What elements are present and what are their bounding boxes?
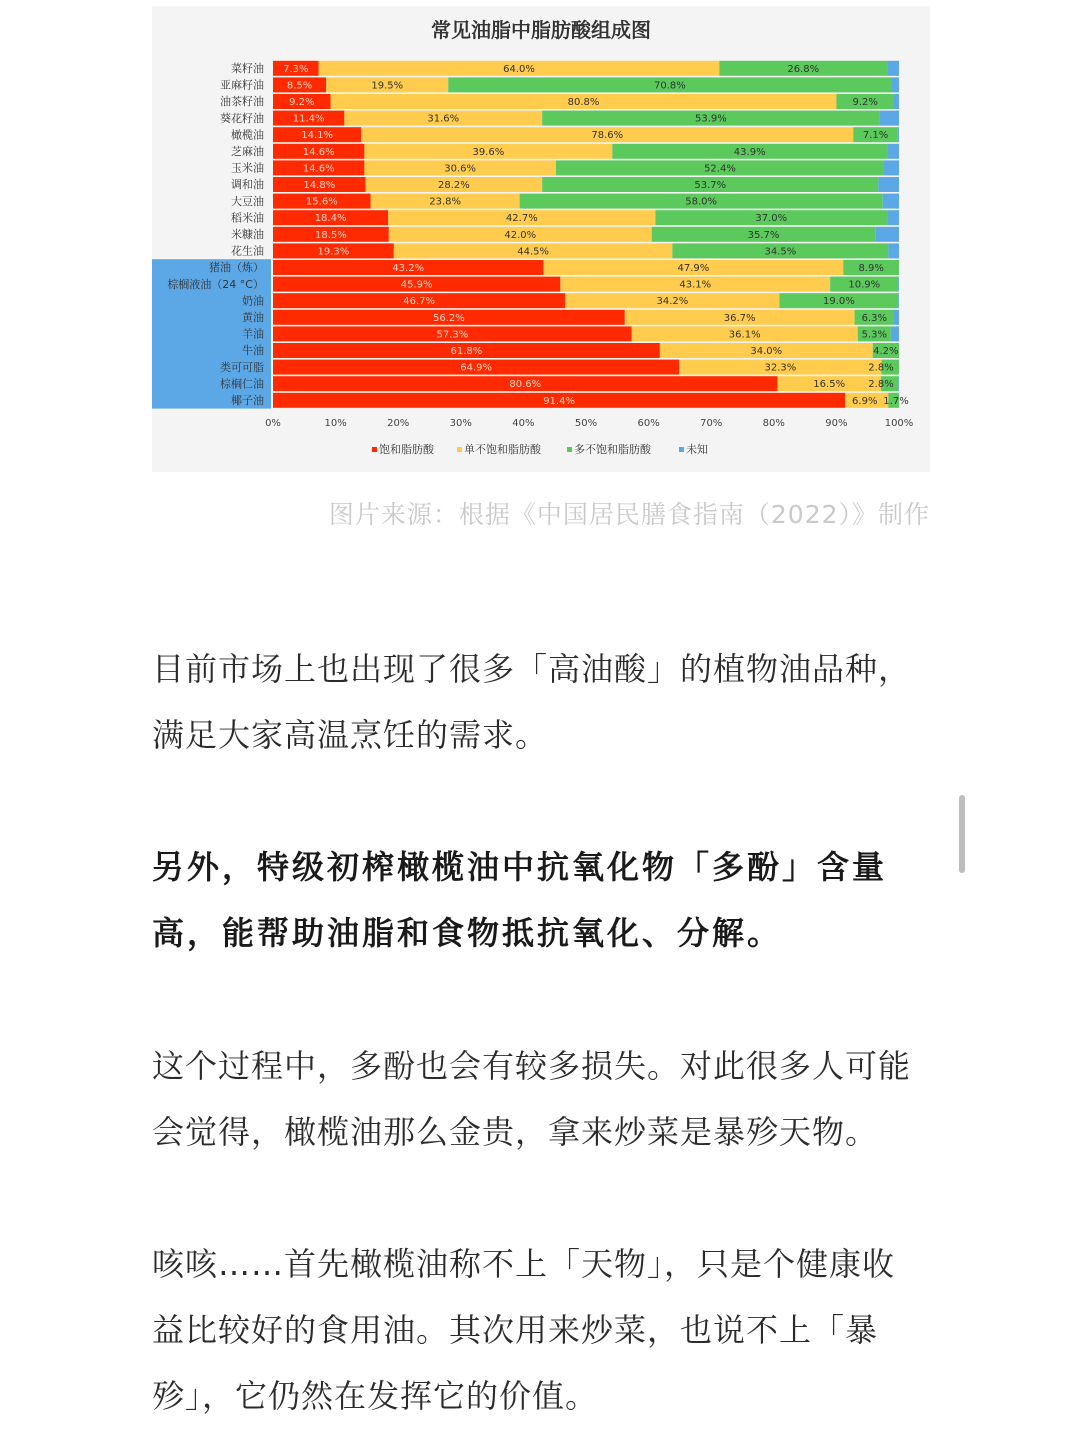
paragraph-2-line-1: 另外，特级初榨橄榄油中抗氧化物「多酚」含量 xyxy=(152,848,888,886)
data-label: 15.6% xyxy=(305,196,338,208)
category-label: 菜籽油 xyxy=(231,62,264,75)
data-label: 57.3% xyxy=(436,329,469,341)
category-label: 米糠油 xyxy=(231,228,264,241)
legend-swatch xyxy=(372,447,377,452)
legend-swatch xyxy=(567,447,572,452)
category-label: 棕榈仁油 xyxy=(220,377,264,391)
category-label: 葵花籽油 xyxy=(220,111,264,125)
x-tick-label: 30% xyxy=(449,418,472,429)
bar-segment xyxy=(888,243,899,258)
legend-label: 未知 xyxy=(686,443,708,456)
category-label: 猪油（炼） xyxy=(209,261,264,275)
data-label: 30.6% xyxy=(444,163,477,175)
category-label: 橄榄油 xyxy=(231,128,264,142)
data-label: 36.7% xyxy=(723,312,756,324)
data-label: 11.4% xyxy=(292,113,325,125)
bar-segment xyxy=(891,326,899,341)
data-label: 42.7% xyxy=(505,213,538,225)
data-label: 47.9% xyxy=(677,263,710,274)
bar-segment xyxy=(894,310,899,325)
category-label: 棕榈液油（24 °C） xyxy=(167,277,264,291)
data-label: 32.3% xyxy=(764,362,797,374)
bar-segment xyxy=(878,177,899,192)
category-label: 玉米油 xyxy=(231,161,264,175)
fatty-acid-chart xyxy=(152,6,930,472)
data-label: 36.1% xyxy=(728,329,761,341)
data-label: 5.3% xyxy=(861,329,887,341)
category-label: 芝麻油 xyxy=(231,145,264,158)
bar-segment xyxy=(884,160,899,175)
bar-segment xyxy=(891,77,899,92)
x-tick-label: 40% xyxy=(512,418,535,429)
data-label: 43.2% xyxy=(392,263,425,274)
bar-segment xyxy=(894,94,899,109)
x-tick-label: 90% xyxy=(825,418,848,429)
data-label: 53.9% xyxy=(694,113,727,125)
data-label: 53.7% xyxy=(694,180,727,191)
bar-segment xyxy=(898,376,899,391)
chart-image xyxy=(152,6,930,472)
data-label: 1.7% xyxy=(883,395,909,407)
data-label: 18.4% xyxy=(314,213,347,225)
data-label: 8.5% xyxy=(286,80,313,92)
data-label: 14.1% xyxy=(301,130,334,142)
category-label: 黄油 xyxy=(242,311,264,324)
bar-segment xyxy=(898,127,899,142)
data-label: 34.5% xyxy=(764,246,797,258)
x-tick-label: 100% xyxy=(884,418,914,429)
paragraph-2-line-2: 高，能帮助油脂和食物抵抗氧化、分解。 xyxy=(152,914,783,952)
data-label: 64.0% xyxy=(503,63,535,75)
data-label: 46.7% xyxy=(403,296,436,308)
data-label: 7.3% xyxy=(283,63,309,75)
data-label: 80.6% xyxy=(509,379,542,391)
paragraph-1-line-2: 满足大家高温烹饪的需求。 xyxy=(152,716,549,754)
bar-segment xyxy=(887,61,899,76)
data-label: 4.2% xyxy=(873,346,899,357)
x-tick-label: 20% xyxy=(387,418,410,429)
data-label: 45.9% xyxy=(400,279,433,291)
bar-segment xyxy=(887,210,899,225)
paragraph-1-line-1: 目前市场上也出现了很多「高油酸」的植物油品种， xyxy=(152,650,912,688)
bar-segment xyxy=(880,111,899,126)
data-label: 9.2% xyxy=(289,97,315,108)
data-label: 19.0% xyxy=(823,296,855,308)
data-label: 91.4% xyxy=(543,395,575,407)
bar-segment xyxy=(898,293,899,308)
category-label: 大豆油 xyxy=(231,194,264,208)
category-label: 牛油 xyxy=(242,344,264,358)
data-label: 2.8% xyxy=(868,379,894,391)
legend-swatch xyxy=(679,447,684,452)
scrollbar[interactable] xyxy=(959,795,965,873)
category-label: 油茶籽油 xyxy=(220,95,264,109)
data-label: 56.2% xyxy=(433,312,465,324)
data-label: 16.5% xyxy=(813,379,846,391)
data-label: 10.9% xyxy=(848,279,881,291)
data-label: 26.8% xyxy=(787,63,820,75)
category-label: 调和油 xyxy=(231,178,264,192)
x-tick-label: 0% xyxy=(265,418,281,429)
data-label: 44.5% xyxy=(517,246,549,258)
bar-segment xyxy=(898,277,899,292)
data-label: 23.8% xyxy=(429,196,462,208)
data-label: 8.9% xyxy=(858,263,884,274)
data-label: 61.8% xyxy=(450,346,483,357)
category-label: 椰子油 xyxy=(231,394,264,407)
category-label: 羊油 xyxy=(242,327,264,341)
data-label: 18.5% xyxy=(315,229,347,241)
data-label: 35.7% xyxy=(747,229,780,241)
data-label: 78.6% xyxy=(591,130,624,142)
data-label: 19.5% xyxy=(371,80,404,92)
category-label: 奶油 xyxy=(242,294,264,308)
data-label: 64.9% xyxy=(460,362,493,374)
data-label: 37.0% xyxy=(755,213,788,225)
paragraph-4-line-3: 殄」，它仍然在发挥它的价值。 xyxy=(152,1377,599,1415)
data-label: 42.0% xyxy=(504,229,537,241)
legend-label: 多不饱和脂肪酸 xyxy=(574,443,651,456)
data-label: 14.6% xyxy=(302,163,335,175)
chart-title: 常见油脂中脂肪酸组成图 xyxy=(431,18,651,42)
data-label: 19.3% xyxy=(317,246,350,258)
x-tick-label: 50% xyxy=(574,418,598,429)
legend-label: 单不饱和脂肪酸 xyxy=(464,443,541,456)
data-label: 39.6% xyxy=(472,146,505,158)
data-label: 43.1% xyxy=(679,279,712,291)
x-tick-label: 70% xyxy=(700,418,723,429)
category-label: 花生油 xyxy=(231,244,264,258)
category-label: 稻米油 xyxy=(231,211,264,225)
data-label: 7.1% xyxy=(862,130,889,142)
data-label: 70.8% xyxy=(653,80,686,92)
data-label: 2.8% xyxy=(868,362,894,374)
data-label: 6.3% xyxy=(861,312,887,324)
category-label: 类可可脂 xyxy=(220,360,264,374)
bar-segment xyxy=(883,194,899,209)
data-label: 31.6% xyxy=(427,113,460,125)
x-tick-label: 80% xyxy=(762,418,785,429)
data-label: 28.2% xyxy=(438,180,470,191)
paragraph-4-line-1: 咳咳……首先橄榄油称不上「天物」，只是个健康收 xyxy=(152,1245,896,1283)
category-label: 亚麻籽油 xyxy=(220,78,264,92)
paragraph-3-line-1: 这个过程中，多酚也会有较多损失。对此很多人可能 xyxy=(152,1047,912,1085)
paragraph-4-line-2: 益比较好的食用油。其次用来炒菜，也说不上「暴 xyxy=(152,1311,879,1349)
bar-segment xyxy=(875,227,899,242)
data-label: 58.0% xyxy=(685,196,718,208)
legend-swatch xyxy=(457,447,462,452)
data-label: 14.6% xyxy=(302,146,335,158)
x-tick-label: 10% xyxy=(324,418,347,429)
data-label: 9.2% xyxy=(852,97,878,108)
data-label: 34.0% xyxy=(750,346,783,357)
image-caption: 图片来源：根据《中国居民膳食指南（2022）》制作 xyxy=(328,500,930,529)
bar-segment xyxy=(887,144,899,159)
legend-label: 饱和脂肪酸 xyxy=(379,443,434,456)
x-tick-label: 60% xyxy=(637,418,660,429)
data-label: 80.8% xyxy=(567,97,600,108)
data-label: 34.2% xyxy=(656,296,689,308)
paragraph-3-line-2: 会觉得，橄榄油那么金贵，拿来炒菜是暴殄天物。 xyxy=(152,1113,879,1151)
data-label: 6.9% xyxy=(852,395,878,407)
data-label: 14.8% xyxy=(303,180,336,191)
data-label: 43.9% xyxy=(733,146,766,158)
data-label: 52.4% xyxy=(704,163,736,175)
